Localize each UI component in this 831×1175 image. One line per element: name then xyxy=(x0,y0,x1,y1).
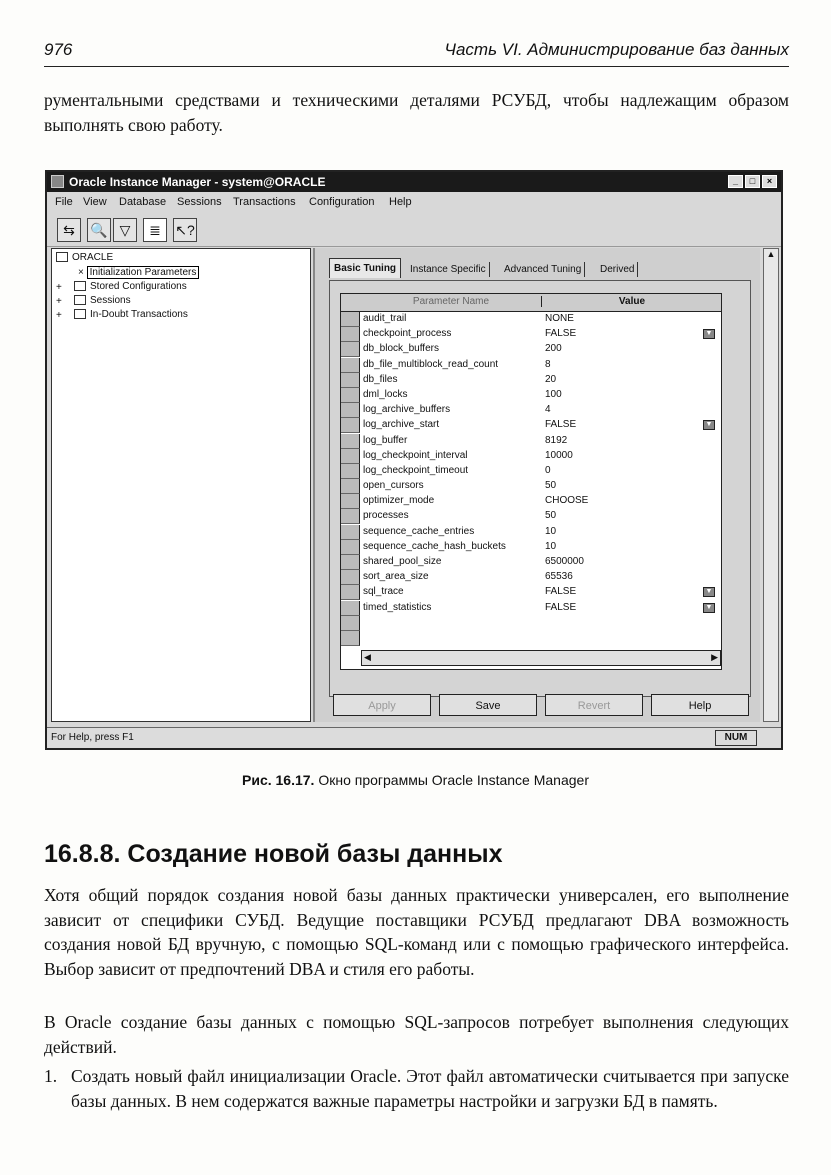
help-button[interactable]: Help xyxy=(651,694,749,716)
row-header[interactable] xyxy=(341,525,360,540)
tree-item-stored-configs[interactable] xyxy=(74,281,187,292)
parameter-row[interactable] xyxy=(341,479,721,494)
row-header xyxy=(341,616,360,631)
parameter-row[interactable] xyxy=(341,434,721,449)
expand-icon[interactable]: + xyxy=(56,310,62,321)
parameter-row[interactable] xyxy=(341,358,721,373)
paragraph-2: В Oracle создание базы данных с помощью SQL-запросов потребует выполнения следующих действий. xyxy=(44,1012,789,1057)
navigator-tree xyxy=(51,248,311,722)
status-text: For Help, press F1 xyxy=(51,732,134,743)
parameter-value[interactable]: 65536 xyxy=(545,571,573,583)
filter-icon[interactable]: ▽ xyxy=(113,218,137,242)
row-header[interactable] xyxy=(341,449,360,464)
row-header xyxy=(341,631,360,646)
parameter-value[interactable]: 20 xyxy=(545,373,557,385)
parameter-value[interactable]: 200 xyxy=(545,343,562,355)
dropdown-arrow-icon[interactable]: ▼ xyxy=(703,420,715,430)
parameter-row[interactable] xyxy=(341,312,721,327)
menu-help[interactable]: Help xyxy=(389,196,412,208)
parameter-name: dml_locks xyxy=(363,388,408,400)
expand-icon[interactable]: + xyxy=(56,296,62,307)
parameter-row[interactable] xyxy=(341,449,721,464)
parameter-name: optimizer_mode xyxy=(363,495,435,507)
parameter-row[interactable] xyxy=(341,555,721,570)
empty-row xyxy=(341,616,721,631)
parameter-name: db_files xyxy=(363,373,398,385)
parameter-name: sort_area_size xyxy=(363,571,429,583)
parameter-value[interactable]: FALSE xyxy=(545,328,577,340)
num-lock-indicator: NUM xyxy=(715,730,757,746)
menu-database[interactable]: Database xyxy=(119,196,167,208)
expand-icon[interactable]: + xyxy=(56,282,62,293)
caption-label: Рис. 16.17. xyxy=(242,772,315,788)
parameter-value[interactable]: 50 xyxy=(545,510,557,522)
parameter-name: processes xyxy=(363,510,409,522)
dropdown-arrow-icon[interactable]: ▼ xyxy=(703,603,715,613)
window-title: Oracle Instance Manager - system@ORACLE xyxy=(69,175,326,189)
parameter-row[interactable] xyxy=(341,585,721,600)
parameter-name: sequence_cache_entries xyxy=(363,525,475,537)
context-help-icon[interactable]: ↖? xyxy=(173,218,197,242)
parameter-name: log_archive_start xyxy=(363,419,440,431)
parameter-row[interactable] xyxy=(341,601,721,616)
parameter-row[interactable] xyxy=(341,373,721,388)
tree-item-label: Sessions xyxy=(90,295,131,306)
menu-view[interactable]: View xyxy=(83,196,107,208)
close-button[interactable]: × xyxy=(762,175,777,188)
row-header[interactable] xyxy=(341,585,360,600)
tab-panel xyxy=(329,280,751,697)
row-header[interactable] xyxy=(341,373,360,388)
dropdown-arrow-icon[interactable]: ▼ xyxy=(703,587,715,597)
row-header[interactable] xyxy=(341,479,360,494)
parameter-value[interactable]: 8192 xyxy=(545,434,568,446)
parameter-row[interactable] xyxy=(341,540,721,555)
scroll-right-icon[interactable]: ▶ xyxy=(711,652,718,662)
apply-button[interactable]: Apply xyxy=(333,694,431,716)
parameter-value[interactable]: 10000 xyxy=(545,449,573,461)
database-icon xyxy=(56,252,68,262)
grid-header xyxy=(341,294,721,312)
tree-view-icon[interactable]: ≣ xyxy=(143,218,167,242)
parameter-row[interactable] xyxy=(341,418,721,433)
parameter-name: sql_trace xyxy=(363,586,404,598)
menu-sessions[interactable]: Sessions xyxy=(177,196,222,208)
parameter-value[interactable]: FALSE xyxy=(545,601,577,613)
parameter-value[interactable]: 0 xyxy=(545,464,551,476)
parameter-name: log_buffer xyxy=(363,434,408,446)
row-header[interactable] xyxy=(341,327,360,342)
section-heading: 16.8.8. Создание новой базы данных xyxy=(44,840,503,868)
column-header-value[interactable]: Value xyxy=(541,296,722,307)
parameter-name: checkpoint_process xyxy=(363,328,452,340)
parameter-value[interactable]: 4 xyxy=(545,404,551,416)
parameter-row[interactable] xyxy=(341,327,721,342)
row-header[interactable] xyxy=(341,403,360,418)
connect-icon[interactable]: ⇆ xyxy=(57,218,81,242)
row-header[interactable] xyxy=(341,358,360,373)
parameter-value[interactable]: 10 xyxy=(545,525,557,537)
dialog-buttons xyxy=(315,694,755,718)
tree-root-label: ORACLE xyxy=(72,252,114,263)
parameter-value[interactable]: 50 xyxy=(545,480,557,492)
tree-item-label: In-Doubt Transactions xyxy=(90,309,188,320)
tree-item-sessions[interactable] xyxy=(74,295,131,306)
parameter-value[interactable]: 100 xyxy=(545,388,562,400)
window-titlebar xyxy=(47,172,781,192)
running-title: Часть VI. Администрирование баз данных xyxy=(444,40,789,59)
toolbar xyxy=(47,212,781,247)
list-item xyxy=(44,1064,789,1113)
parameter-name: audit_trail xyxy=(363,313,407,324)
parameter-name: log_checkpoint_interval xyxy=(363,449,468,461)
folder-icon xyxy=(74,295,86,305)
scroll-up-icon[interactable]: ▲ xyxy=(766,249,776,259)
tab-basic-tuning[interactable]: Basic Tuning xyxy=(329,258,401,278)
paragraph-1: Хотя общий порядок создания новой базы данных практически универсален, его выполнение зависит от специфики СУБД. Ведущие поставщики РСУБД предлагают DBA возможность создания новой БД вручную, с помощью SQL-команд или с помощью графического интерфейса. Выбор зависит от предпочтений DBA и стиля его работы. xyxy=(44,885,789,979)
tree-root[interactable] xyxy=(56,252,113,263)
vertical-scrollbar[interactable] xyxy=(763,248,779,722)
parameter-value[interactable]: 8 xyxy=(545,358,551,370)
steps-list xyxy=(44,1064,789,1113)
page-header xyxy=(44,38,789,67)
parameter-value[interactable]: NONE xyxy=(545,313,574,324)
grid-rows xyxy=(341,312,721,646)
row-header[interactable] xyxy=(341,540,360,555)
row-header[interactable] xyxy=(341,570,360,585)
column-header-name[interactable]: Parameter Name xyxy=(412,296,490,307)
parameter-grid xyxy=(340,293,722,670)
tree-item-in-doubt[interactable] xyxy=(74,309,188,320)
parameter-row[interactable] xyxy=(341,342,721,357)
parameter-value[interactable]: CHOOSE xyxy=(545,495,589,507)
parameter-row[interactable] xyxy=(341,509,721,524)
parameter-row[interactable] xyxy=(341,570,721,585)
tab-derived[interactable]: Derived xyxy=(597,262,638,277)
row-header[interactable] xyxy=(341,418,360,433)
menubar xyxy=(47,192,781,212)
folder-icon xyxy=(74,309,86,319)
folder-icon xyxy=(74,281,86,291)
parameter-value[interactable]: 10 xyxy=(545,540,557,552)
empty-row xyxy=(341,631,721,646)
row-header[interactable] xyxy=(341,494,360,509)
parameter-name: log_archive_buffers xyxy=(363,404,451,416)
row-header[interactable] xyxy=(341,601,360,616)
menu-transactions[interactable]: Transactions xyxy=(233,196,296,208)
save-button[interactable]: Save xyxy=(439,694,537,716)
app-icon xyxy=(51,175,64,188)
row-header[interactable] xyxy=(341,509,360,524)
parameter-value[interactable]: FALSE xyxy=(545,419,577,431)
find-icon[interactable]: 🔍 xyxy=(87,218,111,242)
parameters-icon: × xyxy=(78,267,84,278)
oracle-instance-manager-screenshot xyxy=(45,170,783,750)
row-header[interactable] xyxy=(341,388,360,403)
parameter-value[interactable]: FALSE xyxy=(545,586,577,598)
detail-pane xyxy=(315,248,760,722)
dropdown-arrow-icon[interactable]: ▼ xyxy=(703,329,715,339)
tree-item-label: Stored Configurations xyxy=(90,281,187,292)
row-header[interactable] xyxy=(341,342,360,357)
horizontal-scrollbar[interactable] xyxy=(361,650,721,666)
row-header[interactable] xyxy=(341,434,360,449)
row-header[interactable] xyxy=(341,312,360,327)
tree-item-label: Initialization Parameters xyxy=(87,266,200,279)
figure-caption xyxy=(0,772,831,788)
parameter-name: sequence_cache_hash_buckets xyxy=(363,540,506,552)
parameter-name: db_block_buffers xyxy=(363,343,439,355)
page-number: 976 xyxy=(44,40,73,59)
parameter-name: log_checkpoint_timeout xyxy=(363,464,469,476)
row-header[interactable] xyxy=(341,555,360,570)
row-header[interactable] xyxy=(341,464,360,479)
scroll-left-icon[interactable]: ◀ xyxy=(364,652,371,662)
maximize-button[interactable]: □ xyxy=(745,175,760,188)
menu-file[interactable]: File xyxy=(55,196,73,208)
intro-paragraph: рументальными средствами и техническими деталями РСУБД, чтобы надлежащим образом выполнять свою работу. xyxy=(44,90,789,135)
parameter-row[interactable] xyxy=(341,464,721,479)
parameter-name: db_file_multiblock_read_count xyxy=(363,358,499,370)
list-number: 1. xyxy=(44,1066,58,1086)
tab-instance-specific[interactable]: Instance Specific xyxy=(407,262,490,277)
caption-text: Окно программы Oracle Instance Manager xyxy=(318,772,589,788)
list-text: Создать новый файл инициализации Oracle. Этот файл автоматически считывается при запуске базы данных. В нем содержатся важные параметры настройки и загрузки БД в память. xyxy=(71,1066,789,1111)
revert-button[interactable]: Revert xyxy=(545,694,643,716)
parameter-name: open_cursors xyxy=(363,480,424,492)
menu-configuration[interactable]: Configuration xyxy=(309,196,375,208)
parameter-row[interactable] xyxy=(341,525,721,540)
parameter-row[interactable] xyxy=(341,494,721,509)
minimize-button[interactable]: _ xyxy=(728,175,743,188)
parameter-value[interactable]: 6500000 xyxy=(545,556,584,567)
tree-item-init-params[interactable] xyxy=(78,267,199,278)
parameter-row[interactable] xyxy=(341,388,721,403)
parameter-name: timed_statistics xyxy=(363,601,432,613)
parameter-name: shared_pool_size xyxy=(363,556,442,567)
statusbar xyxy=(47,727,781,748)
parameter-row[interactable] xyxy=(341,403,721,418)
tab-advanced-tuning[interactable]: Advanced Tuning xyxy=(501,262,585,277)
